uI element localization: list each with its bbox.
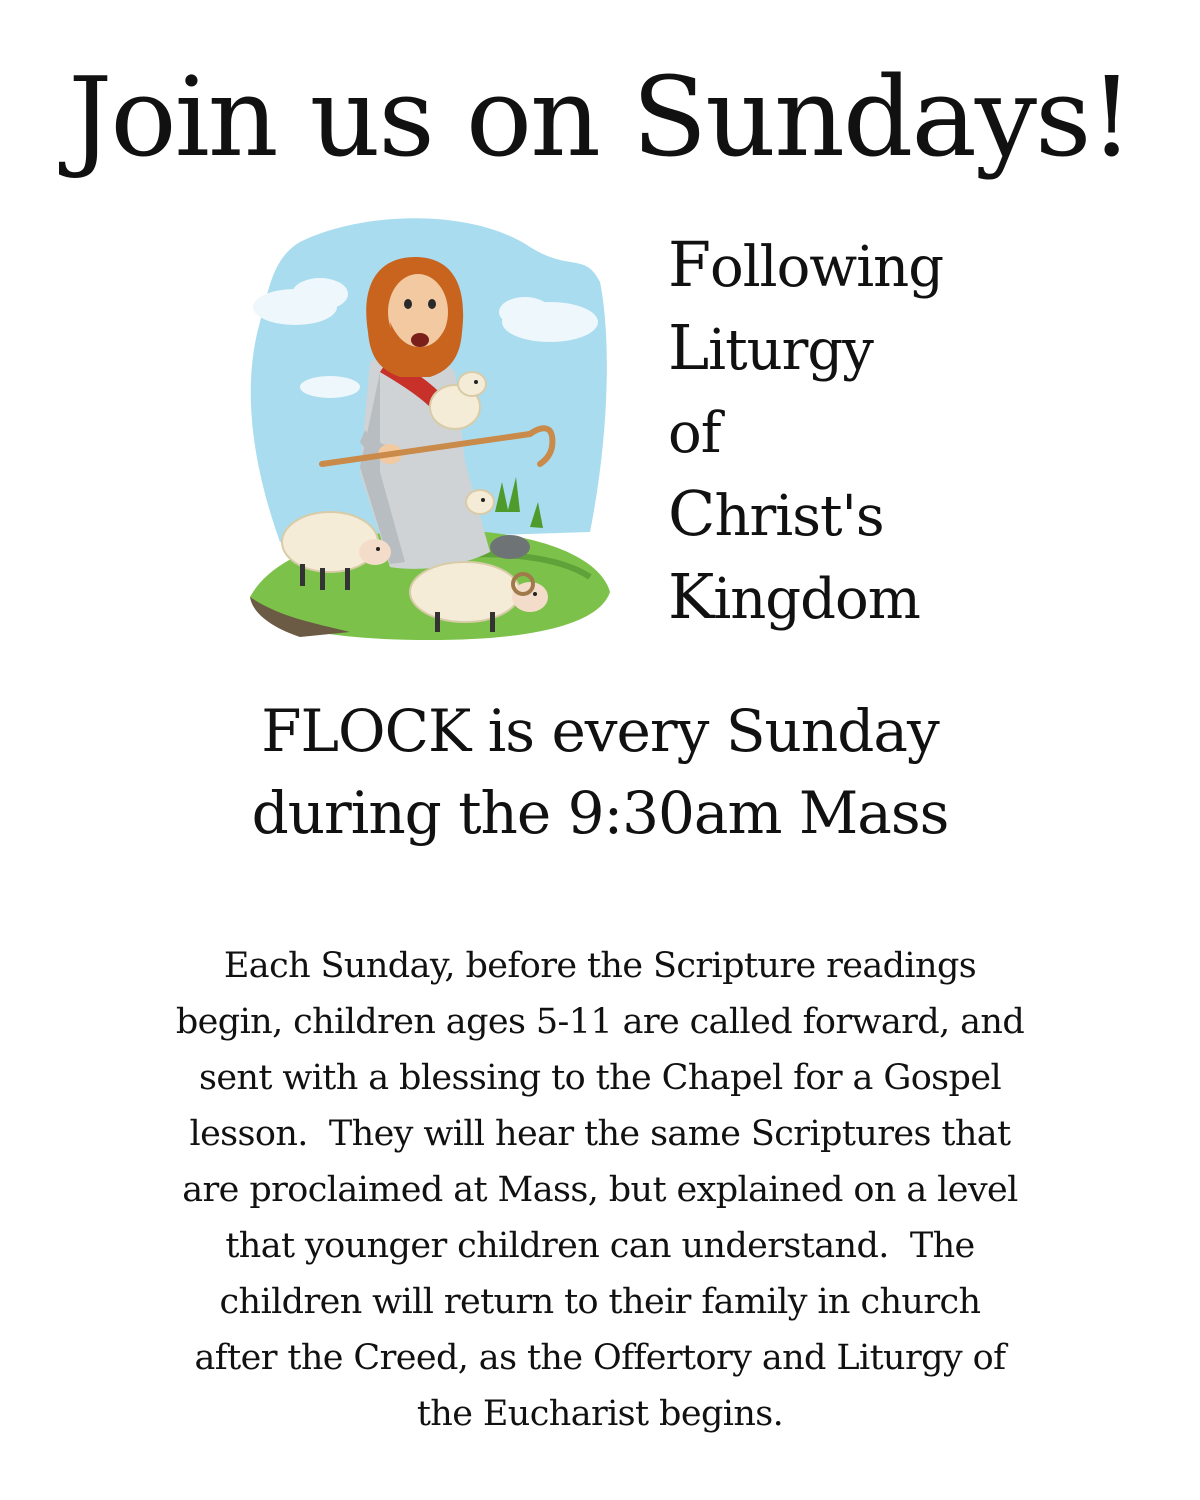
acronym-rest: ollowing	[710, 235, 944, 300]
schedule-heading-line-2: during the 9:30am Mass	[251, 779, 949, 847]
description-line: that younger children can understand. The	[225, 1226, 975, 1266]
schedule-heading-line-1: FLOCK is every Sunday	[261, 697, 939, 765]
description-line: after the Creed, as the Offertory and Liturgy of	[194, 1338, 1006, 1378]
description-line: begin, children ages 5-11 are called forward, and	[175, 1002, 1025, 1042]
acronym-line-kingdom	[668, 557, 1128, 640]
acronym-line-liturgy	[668, 308, 1128, 391]
acronym-initial: C	[668, 477, 715, 550]
description-line: Each Sunday, before the Scripture readings	[223, 946, 977, 986]
flock-acronym	[668, 225, 1128, 640]
good-shepherd-illustration	[240, 212, 620, 642]
good-shepherd-icon	[240, 212, 620, 642]
acronym-rest: iturgy	[708, 318, 873, 383]
acronym-line-of	[668, 391, 1128, 474]
description-line: sent with a blessing to the Chapel for a Gospel	[198, 1058, 1002, 1098]
acronym-line-following	[668, 225, 1128, 308]
description-line: children will return to their family in church	[219, 1282, 981, 1322]
page-title: Join us on Sundays!	[68, 53, 1132, 181]
acronym-rest: hrist's	[714, 484, 884, 549]
acronym-rest: of	[668, 401, 721, 466]
acronym-rest: ingdom	[713, 567, 920, 632]
acronym-line-christs	[668, 474, 1128, 557]
schedule-heading	[0, 690, 1200, 854]
acronym-initial: K	[668, 560, 714, 633]
description-line: the Eucharist begins.	[416, 1394, 784, 1434]
description-line: lesson. They will hear the same Scriptures that	[189, 1114, 1011, 1154]
description-line: are proclaimed at Mass, but explained on a level	[182, 1170, 1018, 1210]
acronym-initial: F	[668, 228, 711, 301]
acronym-initial: L	[668, 311, 709, 384]
description-paragraph	[90, 938, 1110, 1442]
